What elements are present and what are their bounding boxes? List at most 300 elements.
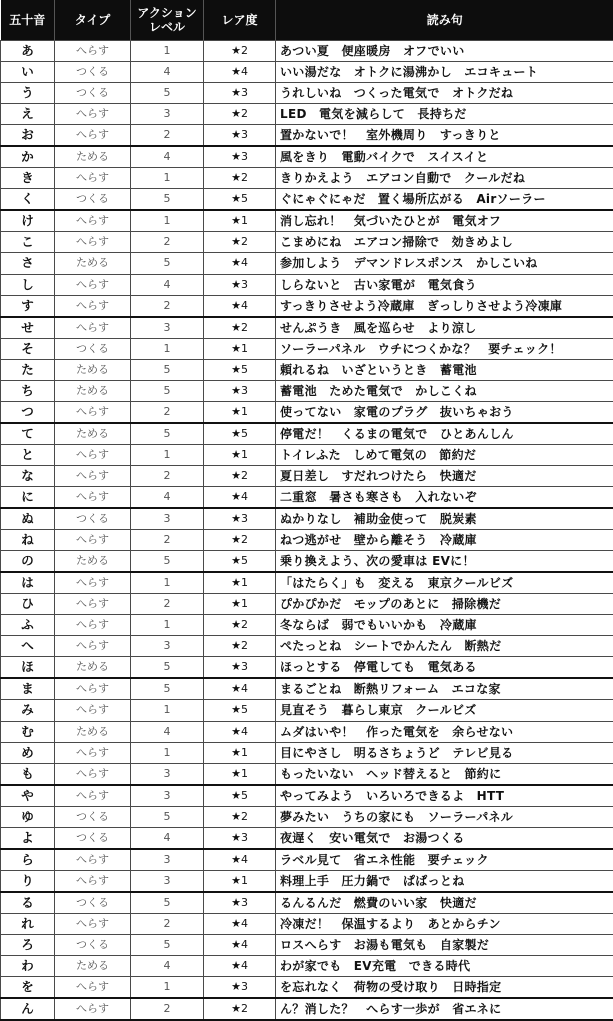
rarity-cell xyxy=(204,401,276,423)
type-cell: つくる xyxy=(55,338,131,359)
action-level-cell: 3 xyxy=(131,636,204,657)
star-icon: ★ xyxy=(231,171,241,184)
type-cell: へらす xyxy=(55,678,131,700)
verse-cell: 料理上手 圧力鍋で ぱぱっとね xyxy=(276,870,613,892)
rarity-value: 4 xyxy=(241,917,248,930)
verse-cell: 乗り換えよう、次の愛車は EVに！ xyxy=(276,551,613,573)
verse-cell: やってみよう いろいろできるよ HTT xyxy=(276,785,613,807)
type-cell: へらす xyxy=(55,274,131,295)
star-icon: ★ xyxy=(231,533,241,546)
star-icon: ★ xyxy=(231,703,241,716)
action-level-cell: 5 xyxy=(131,678,204,700)
table-row xyxy=(1,125,613,147)
type-cell: へらす xyxy=(55,317,131,339)
star-icon: ★ xyxy=(231,639,241,652)
table-row xyxy=(1,146,613,168)
verse-cell: まるごとね 断熱リフォーム エコな家 xyxy=(276,678,613,700)
rarity-cell xyxy=(204,977,276,999)
kana-cell: と xyxy=(1,444,55,465)
type-cell: へらす xyxy=(55,444,131,465)
kana-cell: る xyxy=(1,892,55,914)
verse-cell: うれしいね つくった電気で オトクだね xyxy=(276,83,613,104)
rarity-cell xyxy=(204,253,276,274)
rarity-value: 2 xyxy=(241,533,248,546)
kana-cell: む xyxy=(1,721,55,742)
star-icon: ★ xyxy=(231,490,241,503)
kana-cell: え xyxy=(1,104,55,125)
action-level-cell: 4 xyxy=(131,146,204,168)
star-icon: ★ xyxy=(231,917,241,930)
rarity-cell xyxy=(204,572,276,594)
table-row xyxy=(1,168,613,189)
kana-cell: は xyxy=(1,572,55,594)
kana-cell: め xyxy=(1,742,55,763)
rarity-value: 1 xyxy=(241,767,248,780)
table-row xyxy=(1,572,613,594)
action-level-cell: 2 xyxy=(131,530,204,551)
kana-cell: く xyxy=(1,189,55,211)
rarity-cell xyxy=(204,338,276,359)
action-level-cell: 3 xyxy=(131,508,204,530)
table-row xyxy=(1,530,613,551)
header-row xyxy=(1,0,613,41)
type-cell: ためる xyxy=(55,721,131,742)
verse-cell: るんるんだ 燃費のいい家 快適だ xyxy=(276,892,613,914)
rarity-value: 3 xyxy=(241,660,248,673)
rarity-value: 4 xyxy=(241,853,248,866)
verse-cell: 風をきり 電動バイクで スイスイと xyxy=(276,146,613,168)
rarity-value: 1 xyxy=(241,597,248,610)
action-level-cell: 2 xyxy=(131,465,204,486)
rarity-cell xyxy=(204,551,276,573)
kana-cell: な xyxy=(1,465,55,486)
verse-cell: を忘れなく 荷物の受け取り 日時指定 xyxy=(276,977,613,999)
rarity-cell xyxy=(204,636,276,657)
table-header xyxy=(1,0,613,41)
type-cell: へらす xyxy=(55,168,131,189)
rarity-cell xyxy=(204,892,276,914)
verse-cell: 見直そう 暮らし東京 クールビズ xyxy=(276,700,613,721)
kana-cell: を xyxy=(1,977,55,999)
header-type: タイプ xyxy=(55,0,131,41)
rarity-cell xyxy=(204,125,276,147)
rarity-cell xyxy=(204,274,276,295)
table-row xyxy=(1,721,613,742)
action-level-cell: 4 xyxy=(131,274,204,295)
star-icon: ★ xyxy=(231,831,241,844)
kana-cell: お xyxy=(1,125,55,147)
rarity-value: 4 xyxy=(241,65,248,78)
rarity-value: 2 xyxy=(241,44,248,57)
type-cell: へらす xyxy=(55,486,131,508)
action-level-cell: 5 xyxy=(131,892,204,914)
table-row xyxy=(1,62,613,83)
star-icon: ★ xyxy=(231,192,241,205)
verse-cell: すっきりさせよう冷蔵庫 ぎっしりさせよう冷凍庫 xyxy=(276,295,613,317)
kana-cell: つ xyxy=(1,401,55,423)
type-cell: へらす xyxy=(55,977,131,999)
kana-cell: そ xyxy=(1,338,55,359)
rarity-value: 5 xyxy=(241,192,248,205)
kana-cell: せ xyxy=(1,317,55,339)
table-row xyxy=(1,210,613,232)
rarity-cell xyxy=(204,742,276,763)
header-rarity: レア度 xyxy=(204,0,276,41)
kana-cell: ぬ xyxy=(1,508,55,530)
type-cell: ためる xyxy=(55,956,131,977)
table-row xyxy=(1,913,613,934)
star-icon: ★ xyxy=(231,725,241,738)
action-level-cell: 2 xyxy=(131,913,204,934)
table-row xyxy=(1,615,613,636)
star-icon: ★ xyxy=(231,512,241,525)
table-row xyxy=(1,83,613,104)
action-level-cell: 2 xyxy=(131,295,204,317)
type-cell: へらす xyxy=(55,572,131,594)
type-cell: へらす xyxy=(55,401,131,423)
star-icon: ★ xyxy=(231,469,241,482)
table-row xyxy=(1,508,613,530)
action-level-cell: 3 xyxy=(131,317,204,339)
type-cell: つくる xyxy=(55,827,131,849)
rarity-cell xyxy=(204,870,276,892)
table-row xyxy=(1,104,613,125)
kana-cell: み xyxy=(1,700,55,721)
rarity-cell xyxy=(204,423,276,445)
star-icon: ★ xyxy=(231,682,241,695)
kana-cell: よ xyxy=(1,827,55,849)
rarity-value: 3 xyxy=(241,831,248,844)
action-level-cell: 1 xyxy=(131,41,204,62)
star-icon: ★ xyxy=(231,853,241,866)
rarity-value: 4 xyxy=(241,682,248,695)
rarity-value: 4 xyxy=(241,959,248,972)
rarity-value: 2 xyxy=(241,469,248,482)
rarity-value: 2 xyxy=(241,235,248,248)
kana-cell: か xyxy=(1,146,55,168)
type-cell: へらす xyxy=(55,530,131,551)
star-icon: ★ xyxy=(231,235,241,248)
action-level-cell: 3 xyxy=(131,763,204,785)
verse-cell: わが家でも EV充電 できる時代 xyxy=(276,956,613,977)
rarity-cell xyxy=(204,508,276,530)
type-cell: つくる xyxy=(55,189,131,211)
rarity-value: 1 xyxy=(241,214,248,227)
rarity-value: 2 xyxy=(241,171,248,184)
table-row xyxy=(1,785,613,807)
verse-cell: あつい夏 便座暖房 オフでいい xyxy=(276,41,613,62)
type-cell: へらす xyxy=(55,594,131,615)
star-icon: ★ xyxy=(231,980,241,993)
kana-cell: も xyxy=(1,763,55,785)
kana-cell: に xyxy=(1,486,55,508)
type-cell: つくる xyxy=(55,508,131,530)
star-icon: ★ xyxy=(231,86,241,99)
rarity-cell xyxy=(204,232,276,253)
table-row xyxy=(1,444,613,465)
verse-cell: 「はたらく」も 変える 東京クールビズ xyxy=(276,572,613,594)
rarity-value: 4 xyxy=(241,490,248,503)
action-level-cell: 1 xyxy=(131,168,204,189)
star-icon: ★ xyxy=(231,405,241,418)
table-row xyxy=(1,41,613,62)
rarity-cell xyxy=(204,62,276,83)
rarity-value: 3 xyxy=(241,150,248,163)
action-level-cell: 1 xyxy=(131,210,204,232)
action-level-cell: 1 xyxy=(131,338,204,359)
type-cell: ためる xyxy=(55,657,131,679)
verse-cell: ぺたっとね シートでかんたん 断熱だ xyxy=(276,636,613,657)
star-icon: ★ xyxy=(231,767,241,780)
action-level-cell: 2 xyxy=(131,401,204,423)
rarity-cell xyxy=(204,913,276,934)
kana-cell: て xyxy=(1,423,55,445)
rarity-cell xyxy=(204,444,276,465)
action-level-cell: 3 xyxy=(131,104,204,125)
star-icon: ★ xyxy=(231,874,241,887)
action-level-cell: 5 xyxy=(131,253,204,274)
table-row xyxy=(1,359,613,380)
table-row xyxy=(1,700,613,721)
type-cell: へらす xyxy=(55,785,131,807)
rarity-value: 1 xyxy=(241,342,248,355)
type-cell: へらす xyxy=(55,636,131,657)
kana-cell: れ xyxy=(1,913,55,934)
table-row xyxy=(1,401,613,423)
type-cell: つくる xyxy=(55,892,131,914)
kana-cell: ち xyxy=(1,380,55,401)
star-icon: ★ xyxy=(231,214,241,227)
type-cell: つくる xyxy=(55,934,131,955)
rarity-cell xyxy=(204,41,276,62)
table-row xyxy=(1,486,613,508)
table-row xyxy=(1,551,613,573)
star-icon: ★ xyxy=(231,384,241,397)
table-row xyxy=(1,977,613,999)
verse-cell: 停電だ！ くるまの電気で ひとあんしん xyxy=(276,423,613,445)
kana-cell: う xyxy=(1,83,55,104)
type-cell: へらす xyxy=(55,742,131,763)
table-row xyxy=(1,657,613,679)
verse-cell: ソーラーパネル ウチにつくかな？ 要チェック！ xyxy=(276,338,613,359)
verse-cell: ほっとする 停電しても 電気ある xyxy=(276,657,613,679)
action-level-cell: 3 xyxy=(131,785,204,807)
rarity-value: 3 xyxy=(241,86,248,99)
rarity-cell xyxy=(204,594,276,615)
action-level-cell: 5 xyxy=(131,189,204,211)
rarity-cell xyxy=(204,785,276,807)
rarity-value: 1 xyxy=(241,576,248,589)
action-level-cell: 4 xyxy=(131,827,204,849)
verse-cell: せんぷうき 風を巡らせ より涼し xyxy=(276,317,613,339)
verse-cell: 蓄電池 ためた電気で かしこくね xyxy=(276,380,613,401)
star-icon: ★ xyxy=(231,256,241,269)
rarity-cell xyxy=(204,104,276,125)
rarity-cell xyxy=(204,721,276,742)
table-row xyxy=(1,636,613,657)
kana-cell: ら xyxy=(1,849,55,871)
rarity-cell xyxy=(204,168,276,189)
rarity-cell xyxy=(204,317,276,339)
star-icon: ★ xyxy=(231,597,241,610)
type-cell: つくる xyxy=(55,62,131,83)
star-icon: ★ xyxy=(231,65,241,78)
table-row xyxy=(1,849,613,871)
type-cell: ためる xyxy=(55,146,131,168)
verse-cell: ねつ逃がせ 壁から離そう 冷蔵庫 xyxy=(276,530,613,551)
star-icon: ★ xyxy=(231,342,241,355)
verse-cell: 冷凍だ！ 保温するより あとからチン xyxy=(276,913,613,934)
action-level-cell: 2 xyxy=(131,232,204,253)
rarity-cell xyxy=(204,146,276,168)
rarity-value: 4 xyxy=(241,256,248,269)
action-level-cell: 5 xyxy=(131,934,204,955)
action-level-cell: 1 xyxy=(131,700,204,721)
kana-cell: へ xyxy=(1,636,55,657)
star-icon: ★ xyxy=(231,554,241,567)
verse-cell: 消し忘れ！ 気づいたひとが 電気オフ xyxy=(276,210,613,232)
action-level-cell: 2 xyxy=(131,998,204,1020)
table-row xyxy=(1,189,613,211)
type-cell: へらす xyxy=(55,210,131,232)
rarity-value: 2 xyxy=(241,810,248,823)
rarity-value: 3 xyxy=(241,980,248,993)
rarity-value: 2 xyxy=(241,639,248,652)
action-level-cell: 5 xyxy=(131,551,204,573)
star-icon: ★ xyxy=(231,44,241,57)
table-row xyxy=(1,827,613,849)
verse-cell: しらないと 古い家電が 電気食う xyxy=(276,274,613,295)
table-row xyxy=(1,253,613,274)
kana-cell: ほ xyxy=(1,657,55,679)
star-icon: ★ xyxy=(231,321,241,334)
rarity-value: 1 xyxy=(241,874,248,887)
kana-cell: ん xyxy=(1,998,55,1020)
type-cell: へらす xyxy=(55,700,131,721)
type-cell: へらす xyxy=(55,870,131,892)
star-icon: ★ xyxy=(231,576,241,589)
table-row xyxy=(1,956,613,977)
rarity-cell xyxy=(204,657,276,679)
rarity-cell xyxy=(204,380,276,401)
star-icon: ★ xyxy=(231,448,241,461)
rarity-cell xyxy=(204,295,276,317)
verse-cell: 目にやさし 明るさちょうど テレビ見る xyxy=(276,742,613,763)
rarity-value: 2 xyxy=(241,618,248,631)
type-cell: ためる xyxy=(55,359,131,380)
verse-cell: 夏日差し すだれつけたら 快適だ xyxy=(276,465,613,486)
verse-cell: ムダはいや！ 作った電気を 余らせない xyxy=(276,721,613,742)
star-icon: ★ xyxy=(231,299,241,312)
table-row xyxy=(1,934,613,955)
table-body xyxy=(1,41,613,1021)
type-cell: つくる xyxy=(55,83,131,104)
rarity-value: 2 xyxy=(241,107,248,120)
table-row xyxy=(1,806,613,827)
star-icon: ★ xyxy=(231,278,241,291)
type-cell: へらす xyxy=(55,615,131,636)
type-cell: へらす xyxy=(55,763,131,785)
action-level-cell: 5 xyxy=(131,806,204,827)
star-icon: ★ xyxy=(231,107,241,120)
type-cell: へらす xyxy=(55,998,131,1020)
verse-cell: いい湯だな オトクに湯沸かし エコキュート xyxy=(276,62,613,83)
rarity-cell xyxy=(204,700,276,721)
verse-cell: きりかえよう エアコン自動で クールだね xyxy=(276,168,613,189)
rarity-cell xyxy=(204,678,276,700)
kana-cell: こ xyxy=(1,232,55,253)
type-cell: へらす xyxy=(55,913,131,934)
rarity-cell xyxy=(204,83,276,104)
rarity-value: 3 xyxy=(241,512,248,525)
verse-cell: LED 電気を減らして 長持ちだ xyxy=(276,104,613,125)
action-level-cell: 1 xyxy=(131,615,204,636)
verse-cell: 頼れるね いざというとき 蓄電池 xyxy=(276,359,613,380)
star-icon: ★ xyxy=(231,128,241,141)
rarity-cell xyxy=(204,934,276,955)
star-icon: ★ xyxy=(231,1002,241,1015)
rarity-cell xyxy=(204,210,276,232)
verse-cell: ぴかぴかだ モップのあとに 掃除機だ xyxy=(276,594,613,615)
rarity-value: 2 xyxy=(241,321,248,334)
table-row xyxy=(1,763,613,785)
kana-cell: ろ xyxy=(1,934,55,955)
star-icon: ★ xyxy=(231,660,241,673)
table-row xyxy=(1,594,613,615)
kana-cell: ゆ xyxy=(1,806,55,827)
rarity-value: 3 xyxy=(241,384,248,397)
action-level-cell: 3 xyxy=(131,870,204,892)
rarity-value: 5 xyxy=(241,554,248,567)
action-level-cell: 4 xyxy=(131,956,204,977)
table-row xyxy=(1,232,613,253)
action-level-cell: 1 xyxy=(131,742,204,763)
rarity-cell xyxy=(204,530,276,551)
action-level-cell: 5 xyxy=(131,423,204,445)
rarity-value: 5 xyxy=(241,789,248,802)
rarity-cell xyxy=(204,849,276,871)
rarity-value: 4 xyxy=(241,938,248,951)
action-level-cell: 5 xyxy=(131,359,204,380)
table-row xyxy=(1,423,613,445)
type-cell: へらす xyxy=(55,41,131,62)
type-cell: へらす xyxy=(55,849,131,871)
star-icon: ★ xyxy=(231,150,241,163)
action-level-cell: 5 xyxy=(131,83,204,104)
type-cell: へらす xyxy=(55,232,131,253)
type-cell: ためる xyxy=(55,380,131,401)
rarity-value: 1 xyxy=(241,746,248,759)
rarity-value: 1 xyxy=(241,448,248,461)
rarity-value: 3 xyxy=(241,128,248,141)
kana-cell: ふ xyxy=(1,615,55,636)
rarity-cell xyxy=(204,998,276,1020)
table-row xyxy=(1,870,613,892)
star-icon: ★ xyxy=(231,938,241,951)
table-row xyxy=(1,678,613,700)
star-icon: ★ xyxy=(231,363,241,376)
verse-cell: ん？消した？ へらす一歩が 省エネに xyxy=(276,998,613,1020)
table-row xyxy=(1,998,613,1020)
star-icon: ★ xyxy=(231,810,241,823)
action-level-cell: 1 xyxy=(131,444,204,465)
table-row xyxy=(1,317,613,339)
star-icon: ★ xyxy=(231,896,241,909)
header-action-level: アクション レベル xyxy=(131,0,204,41)
kana-cell: わ xyxy=(1,956,55,977)
rarity-cell xyxy=(204,359,276,380)
kana-cell: け xyxy=(1,210,55,232)
